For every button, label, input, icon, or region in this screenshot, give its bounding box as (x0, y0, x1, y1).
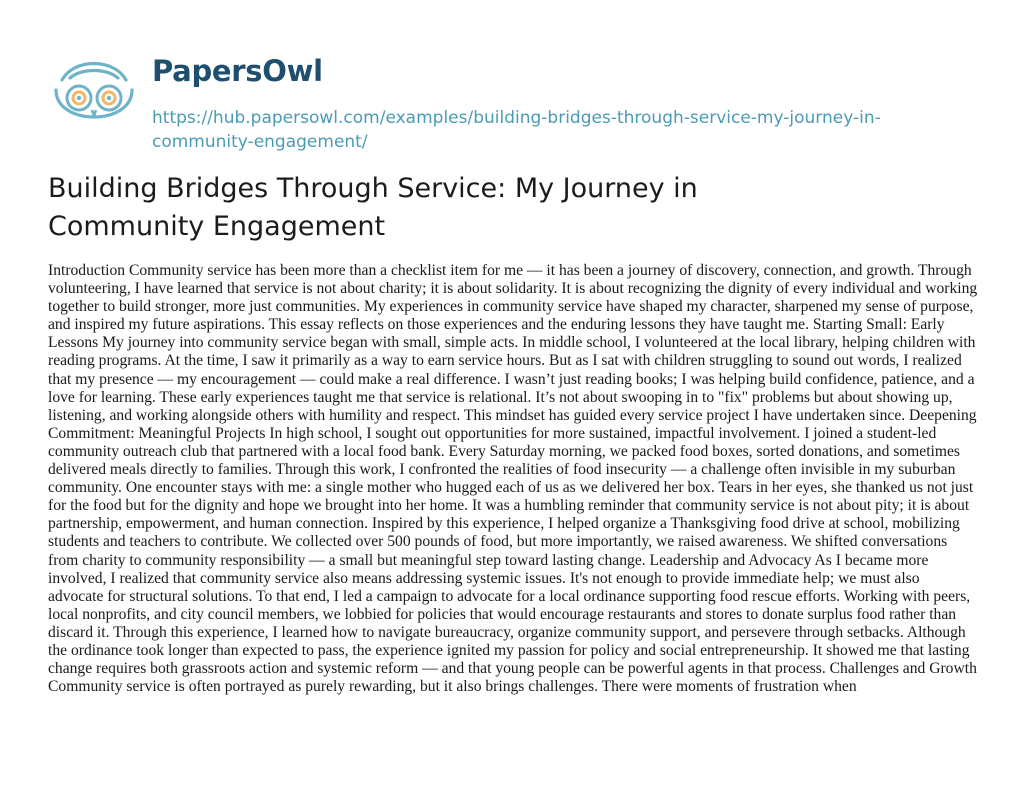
source-url-link[interactable]: https://hub.papersowl.com/examples/building-bridges-through-service-my-journey-in-community-engagement/ (152, 108, 881, 152)
owl-logo-icon (48, 50, 140, 142)
essay-title: Building Bridges Through Service: My Journey in Community Engagement (48, 173, 698, 242)
site-header (48, 50, 988, 160)
essay-body: Introduction Community service has been more than a checklist item for me — it has been a journey of discovery, connection, and growth. Through volunteering, I have learned that service is not about charity; it is about solidarity. It is about recognizing the dignity of every individual and working together to build stronger, more just communities. My experiences in community service have shaped my character, sharpened my sense of purpose, and inspired my future aspirations. This essay reflects on those experiences and the enduring lessons they have taught me. Starting Small: Early Lessons My journey into community service began with small, simple acts. In middle school, I volunteered at the local library, helping children with reading programs. At the time, I saw it primarily as a way to earn service hours. But as I sat with children struggling to sound out words, I realized that my presence — my encouragement — could make a real difference. I wasn’t just reading books; I was helping build confidence, patience, and a love for learning. These early experiences taught me that service is relational. It’s not about swooping in to "fix" problems but about showing up, listening, and working alongside others with humility and respect. This mindset has guided every service project I have undertaken since. Deepening Commitment: Meaningful Projects In high school, I sought out opportunities for more sustained, impactful involvement. I joined a student-led community outreach club that partnered with a local food bank. Every Saturday morning, we packed food boxes, sorted donations, and sometimes delivered meals directly to families. Through this work, I confronted the realities of food insecurity — a challenge often invisible in my suburban community. One encounter stays with me: a single mother who hugged each of us as we delivered her box. Tears in her eyes, she thanked us not just for the food but for the dignity and hope we brought into her home. It was a humbling reminder that community service is not about pity; it is about partnership, empowerment, and human connection. Inspired by this experience, I helped organize a Thanksgiving food drive at school, mobilizing students and teachers to contribute. We collected over 500 pounds of food, but more importantly, we raised awareness. We shifted conversations from charity to community responsibility — a small but meaningful step toward lasting change. Leadership and Advocacy As I became more involved, I realized that community service also means addressing systemic issues. It's not enough to provide immediate help; we must also advocate for structural solutions. To that end, I led a campaign to advocate for a local ordinance supporting food rescue efforts. Working with peers, local nonprofits, and city council members, we lobbied for policies that would encourage restaurants and stores to donate surplus food rather than discard it. Through this experience, I learned how to navigate bureaucracy, organize community support, and persevere through setbacks. Although the ordinance took longer than expected to pass, the experience ignited my passion for policy and social entrepreneurship. It showed me that lasting change requires both grassroots action and systemic reform — and that young people can be powerful agents in that process. Challenges and Growth Community service is often portrayed as purely rewarding, but it also brings challenges. There were moments of frustration when (48, 262, 978, 696)
brand-name: PapersOwl (152, 54, 323, 88)
